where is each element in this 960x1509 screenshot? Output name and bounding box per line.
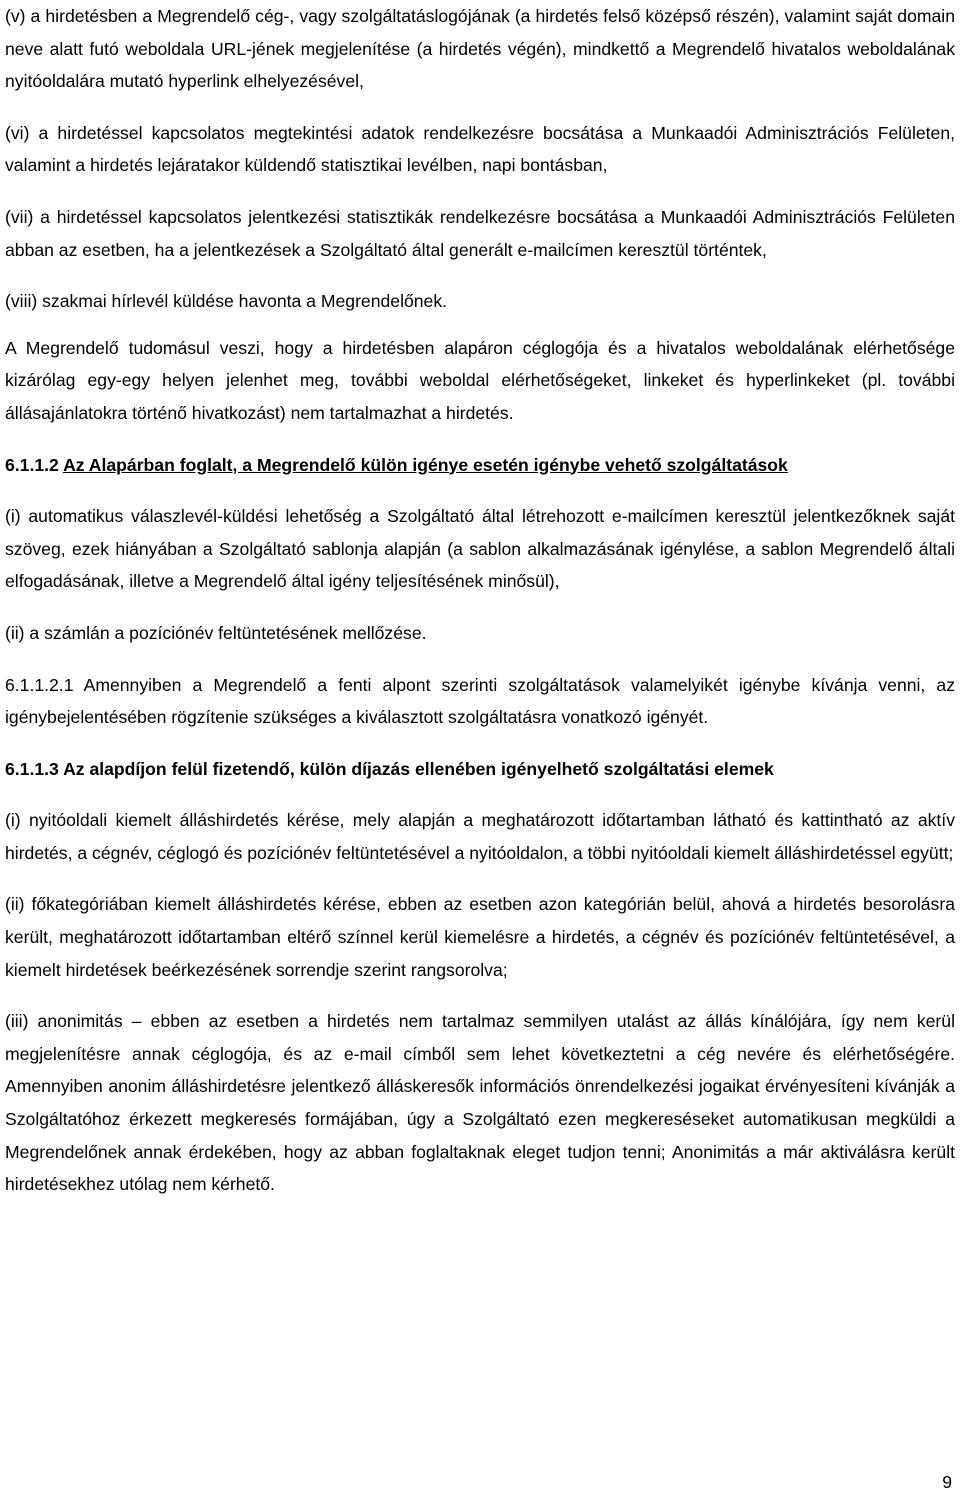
section-title: Az alapdíjon felül fizetendő, külön díjazás ellenében igényelhető szolgáltatási elemek [63,758,774,779]
section-number: 6.1.1.2 [5,454,59,475]
extra-service-item-ii: (ii) főkategóriában kiemelt álláshirdetés kérése, ebben az esetben azon kategórián belül, ahová a hirdetés besorolásra került, meghatározott időtartamban eltérő színnel kerül kiemelésre a hirdetés, a cégnév és pozíciónév feltüntetésével, a kiemelt hirdetések beérkezésének sorrendje szerint rangsorolva; [5,894,955,980]
section-heading-6-1-1-2 [5,449,955,482]
paragraph-item-v: (v) a hirdetésben a Megrendelő cég-, vagy szolgáltatáslogójának (a hirdetés felső középső részén), valamint saját domain neve alatt futó weboldala URL-jének megjelenítése (a hirdetés végén), mindkettő a Megrendelő hivatalos weboldalának nyitóoldalára mutató hyperlink elhelyezésével, [5,6,955,92]
extra-service-item-i: (i) nyitóoldali kiemelt álláshirdetés kérése, mely alapján a meghatározott időtartamban látható és kattintható az aktív hirdetés, a cégnév, céglogó és pozíciónév feltüntetésével a nyitóoldalon, a többi nyitóoldali kiemelt álláshirdetéssel együtt; [5,810,955,863]
extra-service-item-iii: (iii) anonimitás – ebben az esetben a hirdetés nem tartalmaz semmilyen utalást az állás kínálójára, így nem kerül megjelenítésre annak céglogója, és az e-mail címből sem lehet következtetni a cég nevére és elérhetőségére. Amennyiben anonim álláshirdetésre jelentkező álláskeresők információs önrendelkezési jogaikat érvényesíteni kívánják a Szolgáltatóhoz érkezett megkeresés formájában, úgy a Szolgáltató ezen megkereséseket automatikusan megküldi a Megrendelőnek annak érdekében, hogy az abban foglaltaknak eleget tudjon tenni; Anonimitás a már aktiválásra került hirdetésekhez utólag nem kérhető. [5,1011,955,1195]
paragraph-item-vii: (vii) a hirdetéssel kapcsolatos jelentkezési statisztikák rendelkezésre bocsátása a Munkaadói Adminisztrációs Felületen abban az esetben, ha a jelentkezések a Szolgáltató által generált e-mailcímen keresztül történtek, [5,206,955,260]
service-item-i: (i) automatikus válaszlevél-küldési lehetőség a Szolgáltató által létrehozott e-mailcímen keresztül jelentkezőknek saját szöveg, ezek hiányában a Szolgáltató sablonja alapján (a sablon alkalmazásának igénylése, a sablon Megrendelő általi elfogadásának, illetve a Megrendelő által igény teljesítésének minősül), [5,506,955,592]
paragraph-item-viii: (viii) szakmai hírlevél küldése havonta a Megrendelőnek. [5,291,448,312]
paragraph-note: A Megrendelő tudomásul veszi, hogy a hirdetésben alapáron céglogója és a hivatalos weboldalának elérhetősége kizárólag egy-egy helyen jelenhet meg, további weboldal elérhetőségeket, linkeket és hyperlinkeket (pl. további állásajánlatokra történő hivatkozást) nem tartalmazhat a hirdetés. [5,337,955,423]
subsection-6-1-1-2-1: 6.1.1.2.1 Amennyiben a Megrendelő a fenti alpont szerinti szolgáltatások valamelyikét igénybe kívánja venni, az igénybejelentésében rögzítenie szükséges a kiválasztott szolgáltatásra vonatkozó igényét. [5,674,955,728]
page-number: 9 [942,1472,952,1492]
paragraph-item-vi: (vi) a hirdetéssel kapcsolatos megtekintési adatok rendelkezésre bocsátása a Munkaadói Adminisztrációs Felületen, valamint a hirdetés lejáratakor küldendő statisztikai levélben, napi bontásban, [5,122,955,176]
section-title: Az Alapárban foglalt, a Megrendelő külön igénye esetén igénybe vehető szolgáltatások [63,454,788,475]
section-heading-6-1-1-3 [5,753,955,786]
service-item-ii: (ii) a számlán a pozíciónév feltüntetésének mellőzése. [5,622,427,643]
document-page [5,0,955,1201]
section-number: 6.1.1.3 [5,758,59,779]
